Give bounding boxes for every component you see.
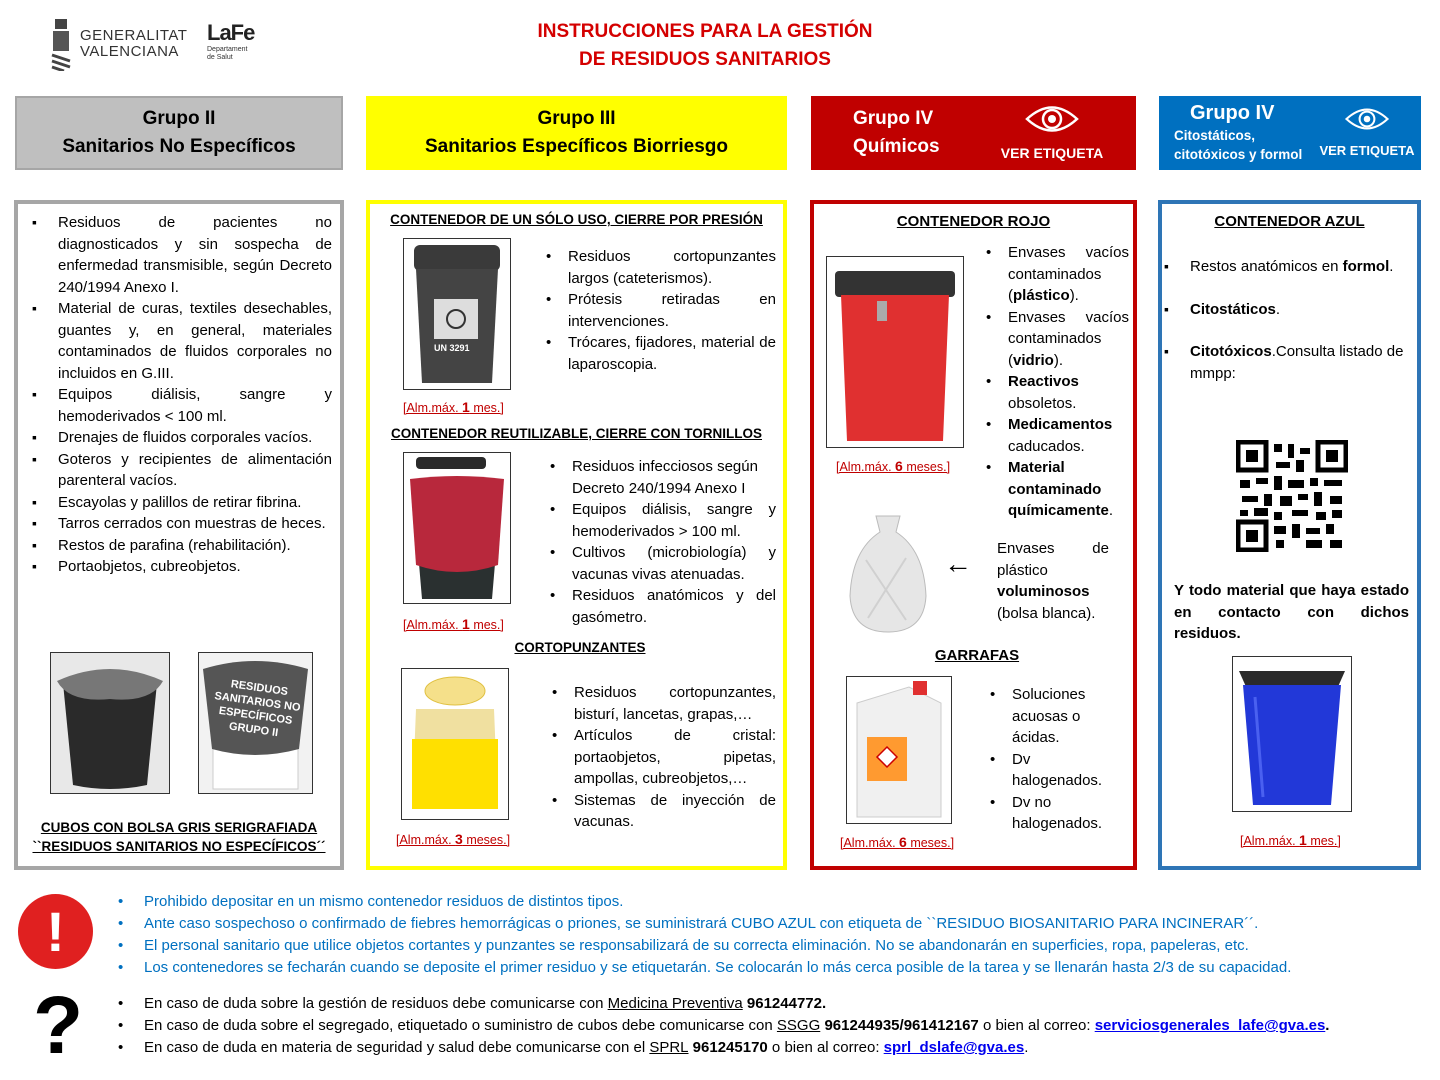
group3-sec1-storage xyxy=(403,399,504,415)
item-bold: Citotóxicos xyxy=(1190,343,1272,360)
eye-icon xyxy=(1024,102,1080,136)
storage-suffix: meses.] xyxy=(462,833,511,847)
generalitat-text xyxy=(80,28,187,60)
email-link[interactable]: serviciosgenerales_lafe@gva.es xyxy=(1094,1017,1326,1034)
contact-phone: 961244772. xyxy=(742,995,827,1012)
list-item: • Los contenedores se fecharán cuando se deposite el primer residuo y se etiquetarán. Se colocarán lo más cerca posible de la tarea y se llenarán hasta 2/3 de su capacidad. xyxy=(116,957,1426,979)
bag-text: (bolsa blanca). xyxy=(997,604,1096,622)
storage-suffix: meses.] xyxy=(906,836,955,850)
bag-bold: voluminosos xyxy=(997,583,1090,600)
contact-text: En caso de duda en materia de seguridad y salud debe comunicarse con el xyxy=(144,1039,650,1056)
contact-phone: 961245170 xyxy=(688,1039,768,1056)
list-item: • Dv halogenados. xyxy=(984,749,1124,792)
gray-bin-image xyxy=(50,652,170,794)
list-item xyxy=(116,993,1426,1015)
generalitat-logo xyxy=(50,16,190,72)
bag-text: Envases de plástico xyxy=(997,540,1109,579)
list-item: • Cultivos (microbiología) y vacunas vivas atenuadas. xyxy=(544,542,776,585)
list-item: ▪ Portaobjetos, cubreobjetos. xyxy=(18,556,332,578)
question-icon: ? xyxy=(32,980,84,1071)
list-item: ▪ Drenajes de fluidos corporales vacíos. xyxy=(18,427,332,449)
item-text: Restos anatómicos en xyxy=(1190,258,1343,275)
contact-text: En caso de duda sobre el segregado, etiquetado o suministro de cubos debe comunicarse con xyxy=(144,1017,777,1034)
item-bold: Citostáticos xyxy=(1190,300,1276,318)
list-item xyxy=(980,242,1129,307)
group4q-sec2-title: GARRAFAS xyxy=(934,647,1020,664)
item-bold: vidrio xyxy=(1013,351,1054,369)
group4q-sec1-storage xyxy=(836,458,950,474)
storage-prefix: [Alm.máx. xyxy=(403,401,463,415)
item-text: . xyxy=(1275,300,1281,318)
group3-sec3-title: CORTOPUNZANTES xyxy=(514,640,646,655)
list-item: • Dv no halogenados. xyxy=(984,792,1124,835)
group4q-panel xyxy=(810,200,1137,870)
item-bold: plástico xyxy=(1013,287,1070,304)
contact-org: SSGG xyxy=(776,1017,821,1034)
list-item: • Artículos de cristal: portaobjetos, pipetas, ampollas, cubreobjetos,… xyxy=(546,725,776,790)
storage-suffix: mes.] xyxy=(1306,834,1341,848)
eye-icon xyxy=(1344,104,1390,134)
item-text: Envases vacíos contaminados ( xyxy=(1008,308,1129,369)
item-bold: Medicamentos xyxy=(1008,416,1113,433)
list-item xyxy=(980,307,1129,372)
lafe-logo-sub2: de Salut xyxy=(207,54,233,61)
red-bag-container-image xyxy=(403,452,511,604)
page-title-line2: DE RESIDUOS SANITARIOS xyxy=(579,49,831,70)
storage-number: 6 xyxy=(895,458,903,474)
group4c-title: Grupo IV xyxy=(1190,102,1275,124)
white-bag-image xyxy=(846,510,930,634)
item-text: caducados. xyxy=(1008,437,1085,455)
lafe-logo-sub1: Departament xyxy=(207,46,248,53)
group4q-header xyxy=(811,96,1136,170)
list-item: ▪ Material de curas, textiles desechables, guantes y, en general, materiales contaminados de fluidos corporales no incluidos en G.III. xyxy=(18,298,332,384)
storage-number: 1 xyxy=(462,399,470,415)
jerrycan-image xyxy=(846,676,952,824)
group3-sec3-list xyxy=(546,682,776,833)
group4c-sec-title: CONTENEDOR AZUL xyxy=(1214,213,1365,230)
group3-sec2-storage xyxy=(403,616,504,632)
group2-title: Grupo II xyxy=(142,108,216,129)
group4c-subtitle2: citotóxicos y formol xyxy=(1174,147,1303,162)
group2-subtitle: Sanitarios No Específicos xyxy=(62,136,296,157)
list-item: • Prótesis retiradas en intervenciones. xyxy=(540,289,776,332)
generalitat-line1: GENERALITAT xyxy=(80,27,188,44)
list-item: • Residuos cortopunzantes, bisturí, lancetas, grapas,… xyxy=(546,682,776,725)
group3-title: Grupo III xyxy=(537,108,616,129)
storage-number: 3 xyxy=(455,831,463,847)
list-item xyxy=(1150,341,1410,384)
list-item xyxy=(116,1037,1426,1059)
group4q-title: Grupo IV xyxy=(853,108,934,129)
list-item: • Equipos diálisis, sangre y hemoderivados > 100 ml. xyxy=(544,499,776,542)
item-text: . xyxy=(1389,258,1394,275)
list-item: • El personal sanitario que utilice objetos cortantes y punzantes se responsabilizará de su correcta eliminación. No se abandonarán en superficies, ropa, papeleras, etc. xyxy=(116,935,1426,957)
list-item: • Residuos anatómicos y del gasómetro. xyxy=(544,585,776,628)
list-item: ▪ Equipos diálisis, sangre y hemoderivados < 100 ml. xyxy=(18,384,332,427)
group4q-subtitle: Químicos xyxy=(853,136,940,157)
storage-suffix: mes.] xyxy=(469,401,504,415)
group4q-sec2-list xyxy=(984,684,1124,835)
storage-suffix: mes.] xyxy=(469,618,504,632)
contacts-list xyxy=(116,993,1426,1059)
group4c-ver-etiqueta-button[interactable] xyxy=(1319,104,1415,158)
storage-prefix: [Alm.máx. xyxy=(840,836,900,850)
list-item: ▪ Escayolas y palillos de retirar fibrina. xyxy=(18,492,332,514)
list-item xyxy=(1150,256,1410,278)
storage-number: 1 xyxy=(1299,832,1307,848)
list-item: ▪ Restos de parafina (rehabilitación). xyxy=(18,535,332,557)
yellow-sharps-container-image xyxy=(401,668,509,820)
group3-sec3-storage xyxy=(396,831,510,847)
group4q-sec2-storage xyxy=(840,834,954,850)
group4c-list xyxy=(1150,256,1410,384)
list-item: ▪ Goteros y recipientes de alimentación parenteral vacíos. xyxy=(18,449,332,492)
item-text: Envases vacíos contaminados ( xyxy=(1008,244,1129,304)
group3-sec1-title: CONTENEDOR DE UN SÓLO USO, CIERRE POR PRESIÓN xyxy=(390,212,763,227)
group4q-ver-etiqueta-label: VER ETIQUETA xyxy=(1000,145,1104,161)
email-link[interactable]: sprl_dslafe@gva.es xyxy=(883,1039,1025,1056)
qr-code-image[interactable] xyxy=(1236,440,1348,552)
black-container-image xyxy=(403,238,511,390)
group3-subtitle: Sanitarios Específicos Biorriesgo xyxy=(424,136,729,157)
storage-prefix: [Alm.máx. xyxy=(1240,834,1300,848)
group4c-header xyxy=(1159,96,1421,170)
page-title-line1: INSTRUCCIONES PARA LA GESTIÓN xyxy=(537,21,873,42)
list-item: • Residuos infecciosos según Decreto 240/1994 Anexo I xyxy=(544,456,776,499)
item-text: . xyxy=(1108,502,1114,519)
list-item: • Soluciones acuosas o ácidas. xyxy=(984,684,1124,749)
group3-panel xyxy=(366,200,787,870)
item-text: ). xyxy=(1069,287,1079,304)
lafe-logo-text: LaFe xyxy=(207,20,255,45)
item-text: ). xyxy=(1053,351,1064,369)
contact-org: SPRL xyxy=(649,1039,689,1056)
contact-end: . xyxy=(1024,1039,1029,1056)
group4c-panel xyxy=(1158,200,1421,870)
list-item: ▪ Residuos de pacientes no diagnosticados y sin sospecha de enfermedad transmisible, según Decreto 240/1994 Anexo I. xyxy=(18,212,332,298)
group2-caption xyxy=(18,818,340,856)
item-text: obsoletos. xyxy=(1008,394,1077,412)
list-item: • Sistemas de inyección de vacunas. xyxy=(546,790,776,833)
list-item: • Residuos cortopunzantes largos (cateterismos). xyxy=(540,246,776,289)
list-item: • Trócares, fijadores, material de laparoscopia. xyxy=(540,332,776,375)
contact-text: o bien al correo: xyxy=(978,1017,1095,1034)
list-item: ▪ Tarros cerrados con muestras de heces. xyxy=(18,513,332,535)
group3-sec1-list xyxy=(540,246,776,375)
group3-header xyxy=(366,96,787,170)
generalitat-emblem-icon xyxy=(50,17,72,71)
list-item xyxy=(980,414,1129,457)
group4q-sec1-list xyxy=(980,242,1129,522)
group3-sec2-list xyxy=(544,456,776,628)
blue-container-image xyxy=(1232,656,1352,812)
storage-prefix: [Alm.máx. xyxy=(396,833,456,847)
group2-list xyxy=(18,212,332,578)
storage-suffix: meses.] xyxy=(902,460,951,474)
warning-icon: ! xyxy=(18,894,93,969)
group4c-subtitle1: Citostáticos, xyxy=(1174,128,1256,143)
red-container-image xyxy=(826,256,964,448)
contact-org: Medicina Preventiva xyxy=(607,995,743,1012)
group2-header xyxy=(15,96,343,170)
storage-number: 1 xyxy=(462,616,470,632)
list-item xyxy=(980,371,1129,414)
group4c-note: Y todo material que haya estado en contacto con dichos residuos. xyxy=(1174,582,1409,642)
list-item: • Ante caso sospechoso o confirmado de fiebres hemorrágicas o priones, se suministrará CUBO AZUL con etiqueta de ``RESIDUO BIOSANITARIO PARA INCINERAR´´. xyxy=(116,913,1426,935)
group4q-sec1-title: CONTENEDOR ROJO xyxy=(896,213,1051,230)
group3-sec2-title: CONTENEDOR REUTILIZABLE, CIERRE CON TORNILLOS xyxy=(390,426,762,441)
list-item: • Prohibido depositar en un mismo contenedor residuos de distintos tipos. xyxy=(116,891,1426,913)
white-bag-text xyxy=(997,538,1109,624)
list-item xyxy=(1150,299,1410,321)
group2-panel xyxy=(14,200,344,870)
generalitat-line2: VALENCIANA xyxy=(80,43,179,60)
group4c-storage xyxy=(1240,832,1341,848)
contact-phone: 961244935/961412167 xyxy=(820,1017,979,1034)
contact-end: . xyxy=(1325,1017,1330,1034)
gray-bag-label: RESIDUOS SANITARIOS NO ESPECÍFICOS GRUPO II xyxy=(213,678,302,740)
group2-caption-line2: ``RESIDUOS SANITARIOS NO ESPECÍFICOS´´ xyxy=(32,839,326,854)
contact-text: En caso de duda sobre la gestión de residuos debe comunicarse con xyxy=(144,995,608,1012)
lafe-logo xyxy=(207,20,267,70)
group4q-ver-etiqueta-button[interactable] xyxy=(997,102,1107,161)
item-text: .Consulta listado de mmpp: xyxy=(1190,343,1404,382)
item-bold: formol xyxy=(1342,258,1390,275)
warnings-list xyxy=(116,891,1426,979)
item-bold: Material contaminado químicamente xyxy=(1008,459,1109,519)
contact-text: o bien al correo: xyxy=(767,1039,884,1056)
storage-prefix: [Alm.máx. xyxy=(836,460,896,474)
un-code-label: UN 3291 xyxy=(434,343,470,353)
storage-prefix: [Alm.máx. xyxy=(403,618,463,632)
list-item xyxy=(116,1015,1426,1037)
group4c-ver-etiqueta-label: VER ETIQUETA xyxy=(1319,143,1415,158)
group2-caption-line1: CUBOS CON BOLSA GRIS SERIGRAFIADA xyxy=(40,820,318,835)
arrow-left-icon: ← xyxy=(944,548,972,579)
page-title xyxy=(480,18,930,74)
item-bold: Reactivos xyxy=(1008,373,1079,390)
storage-number: 6 xyxy=(899,834,907,850)
list-item xyxy=(980,457,1129,522)
gray-bag-image xyxy=(198,652,313,794)
